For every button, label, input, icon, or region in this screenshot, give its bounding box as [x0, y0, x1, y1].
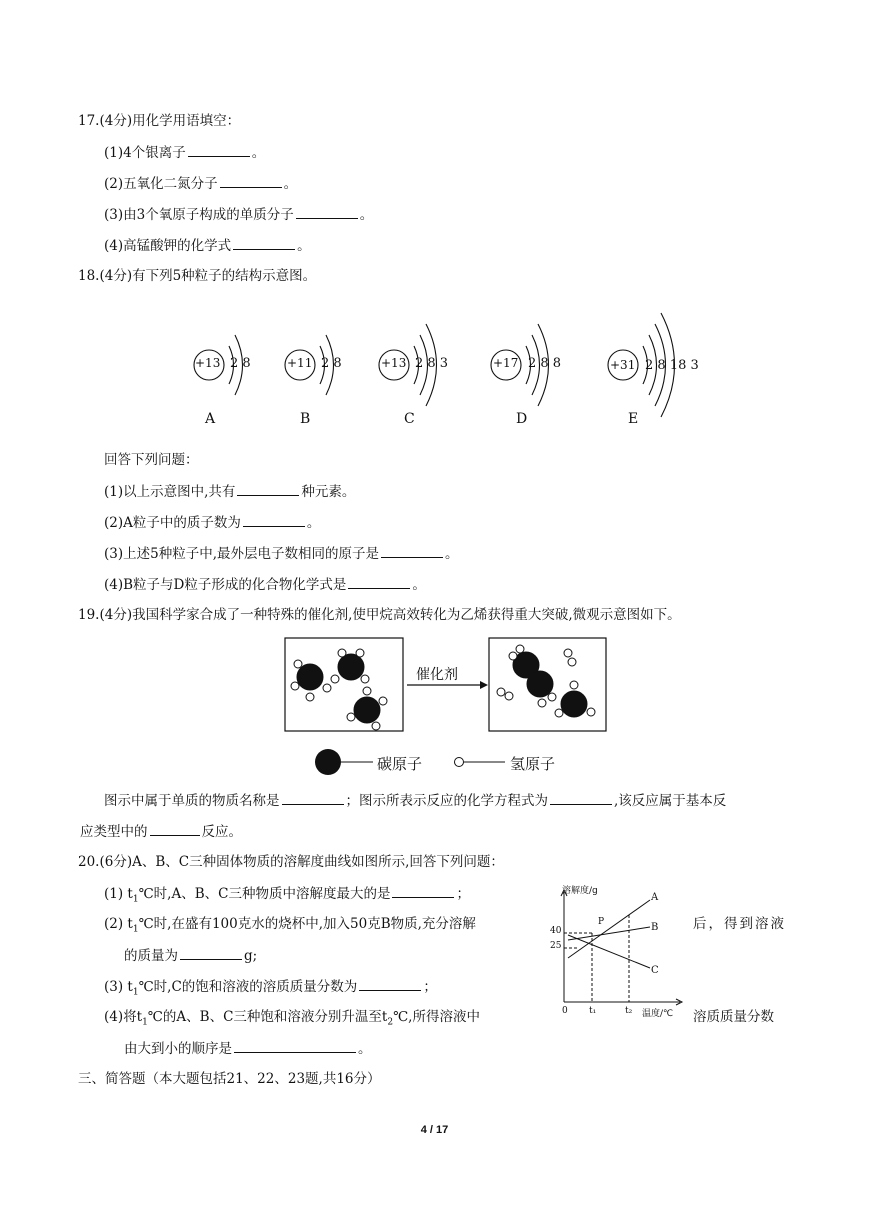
q20-item-4: (4)将$t_1℃$的A、B、C三种饱和溶液分别升温至$t_2℃$,所得溶液中 [104, 1009, 480, 1028]
q20-item-2-line-2: 的质量为 g; [124, 948, 258, 964]
answer-blank[interactable] [282, 791, 344, 805]
answer-blank[interactable] [348, 575, 410, 589]
answer-blank[interactable] [550, 791, 612, 805]
legend-carbon: 碳原子 [377, 755, 423, 773]
graph-curve-b: B [651, 922, 659, 933]
reaction-micro-diagram [284, 635, 614, 780]
q20-item-2-cont: 后，得到溶液 [693, 916, 786, 932]
answer-blank[interactable] [392, 884, 454, 898]
q20-item-2: (2) $t_1℃$时,在盛有100克水的烧杯中,加入50克B物质,充分溶解 [104, 916, 476, 935]
label-b: B [300, 411, 311, 427]
q20-item-3: (3) $t_1℃$时,C的饱和溶液的溶质质量分数为 ； [104, 979, 437, 998]
graph-point-p: P [598, 917, 605, 927]
shells-e: 2 8 18 3 [645, 358, 699, 373]
q17-item-2: (2)五氧化二氮分子 。 [104, 176, 298, 192]
answer-blank[interactable] [381, 544, 443, 558]
answer-blank[interactable] [188, 143, 250, 157]
q18-prompt: 回答下列问题： [104, 452, 199, 468]
q20-item-1: (1) $t_1℃$时,A、B、C三种物质中溶解度最大的是 ； [104, 886, 470, 905]
q17-item-4: (4)高锰酸钾的化学式 。 [104, 238, 311, 254]
solubility-graph [540, 880, 690, 1020]
label-c: C [404, 411, 415, 427]
shells-d: 2 8 8 [528, 356, 562, 371]
answer-blank[interactable] [180, 946, 242, 960]
q18-item-3: (3)上述5种粒子中,最外层电子数相同的原子是 。 [104, 546, 459, 562]
page-number: 4 / 17 [420, 1124, 449, 1136]
q17-item-1: (1)4个银离子 。 [104, 145, 266, 161]
graph-origin: 0 [562, 1006, 568, 1016]
graph-ylabel: 溶解度/g [562, 886, 598, 896]
graph-curve-a: A [651, 892, 659, 903]
graph-xlabel: 温度/℃ [642, 1009, 674, 1019]
nucleus-e: +31 [610, 358, 636, 372]
graph-curve-c: C [651, 965, 659, 976]
shells-b: 2 8 [321, 356, 342, 371]
q19-answer-line-2: 应类型中的 反应。 [80, 824, 242, 840]
answer-blank[interactable] [237, 482, 299, 496]
section-3-heading: 三、简答题（本大题包括21、22、23题,共16分） [78, 1071, 381, 1087]
label-a: A [205, 411, 216, 427]
graph-tick-t1: t₁ [589, 1006, 597, 1016]
q18-item-4: (4)B粒子与D粒子形成的化合物化学式是 。 [104, 577, 426, 593]
q20-stem: 20.(6分)A、B、C三种固体物质的溶解度曲线如图所示,回答下列问题： [78, 854, 504, 870]
graph-tick-25: 25 [550, 941, 562, 951]
catalyst-label: 催化剂 [416, 667, 458, 683]
q17-stem: 17.(4分)用化学用语填空： [78, 113, 241, 129]
graph-tick-t2: t₂ [625, 1006, 633, 1016]
answer-blank[interactable] [220, 174, 282, 188]
q20-item-4-line-2: 由大到小的顺序是 。 [124, 1041, 372, 1057]
legend-hydrogen: 氢原子 [510, 755, 556, 773]
nucleus-d: +17 [493, 356, 519, 370]
q20-item-4-cont: 溶质质量分数 [693, 1009, 774, 1025]
q19-answer-line-1: 图示中属于单质的物质名称是 ；图示所表示反应的化学方程式为 ,该反应属于基本反 [104, 793, 727, 809]
q19-stem: 19.(4分)我国科学家合成了一种特殊的催化剂,使甲烷高效转化为乙烯获得重大突破,微观示意图如下。 [78, 607, 681, 623]
label-d: D [516, 411, 528, 427]
q18-item-1: (1)以上示意图中,共有 种元素。 [104, 484, 356, 500]
graph-tick-40: 40 [550, 926, 562, 936]
answer-blank[interactable] [243, 513, 305, 527]
nucleus-c: +13 [381, 356, 407, 370]
answer-blank[interactable] [234, 1039, 356, 1053]
answer-blank[interactable] [359, 977, 421, 991]
q17-item-3: (3)由3个氧原子构成的单质分子 。 [104, 207, 374, 223]
answer-blank[interactable] [233, 236, 295, 250]
nucleus-a: +13 [195, 356, 221, 370]
answer-blank[interactable] [150, 822, 200, 836]
q18-item-2: (2)A粒子中的质子数为 。 [104, 515, 321, 531]
label-e: E [628, 411, 639, 427]
atom-structure-diagrams [180, 308, 720, 438]
answer-blank[interactable] [296, 205, 358, 219]
shells-c: 2 8 3 [415, 356, 449, 371]
q18-stem: 18.(4分)有下列5种粒子的结构示意图。 [78, 268, 317, 284]
nucleus-b: +11 [287, 356, 313, 370]
shells-a: 2 8 [230, 356, 251, 371]
